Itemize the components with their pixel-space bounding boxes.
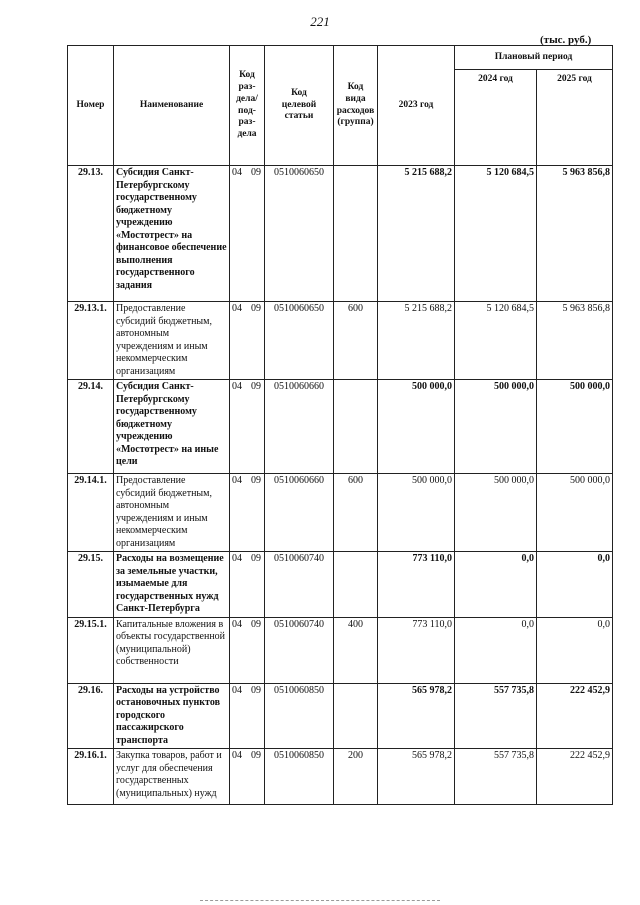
subsection-code: 09 — [251, 553, 261, 564]
value-2023: 565 978,2 — [378, 749, 455, 805]
value-2025: 222 452,9 — [537, 683, 613, 749]
value-2024: 557 735,8 — [455, 683, 537, 749]
row-name: Закупка товаров, работ и услуг для обеспечения государственных (муниципальных) нужд — [114, 749, 230, 805]
header-year-2024: 2024 год — [455, 70, 537, 166]
section-code: 04 — [232, 618, 242, 630]
header-year-2025: 2025 год — [537, 70, 613, 166]
section-code: 04 — [232, 553, 242, 564]
section-code: 04 — [232, 750, 242, 761]
value-2025: 0,0 — [537, 552, 613, 618]
table-row — [68, 166, 613, 302]
expense-type-code: 600 — [334, 474, 378, 552]
units-label: (тыс. руб.) — [540, 34, 592, 46]
table-row — [68, 683, 613, 749]
row-name: Субсидия Санкт-Петербургскому государственному бюджетному учреждению «Мостотрест» на финансовое обеспечение выполнения государственного задания — [114, 166, 230, 302]
row-name: Расходы на возмещение за земельные участки, изымаемые для государственных нужд Санкт-Петербурга — [114, 552, 230, 618]
table-row — [68, 380, 613, 474]
page-number: 221 — [310, 14, 330, 29]
target-code: 0510060660 — [265, 380, 334, 474]
section-code: 04 — [232, 684, 242, 696]
subsection-code: 09 — [251, 167, 261, 178]
subsection-code: 09 — [251, 684, 261, 696]
value-2023: 500 000,0 — [378, 380, 455, 474]
section-code: 04 — [232, 381, 242, 392]
row-name: Расходы на устройство остановочных пунктов городского пассажирского транспорта — [114, 683, 230, 749]
value-2024: 0,0 — [455, 552, 537, 618]
target-code: 0510060850 — [265, 683, 334, 749]
target-code: 0510060740 — [265, 617, 334, 683]
row-number: 29.15.1. — [68, 617, 114, 683]
target-code: 0510060850 — [265, 749, 334, 805]
value-2025: 500 000,0 — [537, 380, 613, 474]
header-expense-type-code: Код вида расходов (группа) — [334, 46, 378, 166]
section-code: 04 — [232, 167, 242, 178]
value-2023: 500 000,0 — [378, 474, 455, 552]
row-number: 29.14.1. — [68, 474, 114, 552]
value-2023: 5 215 688,2 — [378, 302, 455, 380]
header-planning-period: Плановый период — [455, 46, 613, 70]
target-code: 0510060650 — [265, 302, 334, 380]
section-code: 04 — [232, 475, 242, 486]
row-name: Предоставление субсидий бюджетным, автономным учреждениям и иным некоммерческим организациям — [114, 474, 230, 552]
value-2025: 222 452,9 — [537, 749, 613, 805]
target-code: 0510060660 — [265, 474, 334, 552]
value-2023: 773 110,0 — [378, 617, 455, 683]
value-2023: 565 978,2 — [378, 683, 455, 749]
row-number: 29.14. — [68, 380, 114, 474]
row-name: Субсидия Санкт-Петербургскому государственному бюджетному учреждению «Мостотрест» на иные цели — [114, 380, 230, 474]
expense-type-code: 400 — [334, 617, 378, 683]
subsection-code: 09 — [251, 303, 261, 314]
value-2024: 0,0 — [455, 617, 537, 683]
target-code: 0510060650 — [265, 166, 334, 302]
footer-divider — [200, 900, 440, 901]
budget-table — [67, 45, 613, 805]
value-2025: 5 963 856,8 — [537, 166, 613, 302]
value-2023: 5 215 688,2 — [378, 166, 455, 302]
subsection-code: 09 — [251, 750, 261, 761]
subsection-code: 09 — [251, 381, 261, 392]
value-2024: 500 000,0 — [455, 380, 537, 474]
value-2024: 5 120 684,5 — [455, 302, 537, 380]
value-2025: 5 963 856,8 — [537, 302, 613, 380]
row-name: Капитальные вложения в объекты государственной (муниципальной) собственности — [114, 617, 230, 683]
header-number: Номер — [68, 46, 114, 166]
value-2025: 500 000,0 — [537, 474, 613, 552]
row-number: 29.15. — [68, 552, 114, 618]
row-number: 29.13.1. — [68, 302, 114, 380]
header-section-code: Код раз- дела/ под- раз- дела — [230, 46, 265, 166]
header-target-code: Код целевой статьи — [265, 46, 334, 166]
row-number: 29.16.1. — [68, 749, 114, 805]
header-year-2023: 2023 год — [378, 46, 455, 166]
value-2024: 500 000,0 — [455, 474, 537, 552]
expense-type-code — [334, 683, 378, 749]
value-2023: 773 110,0 — [378, 552, 455, 618]
subsection-code: 09 — [251, 475, 261, 486]
value-2024: 557 735,8 — [455, 749, 537, 805]
target-code: 0510060740 — [265, 552, 334, 618]
table-row — [68, 617, 613, 683]
expense-type-code — [334, 552, 378, 618]
table-row — [68, 749, 613, 805]
row-number: 29.16. — [68, 683, 114, 749]
subsection-code: 09 — [251, 618, 261, 630]
value-2024: 5 120 684,5 — [455, 166, 537, 302]
expense-type-code: 600 — [334, 302, 378, 380]
table-row — [68, 474, 613, 552]
table-row — [68, 552, 613, 618]
expense-type-code: 200 — [334, 749, 378, 805]
table-row — [68, 302, 613, 380]
value-2025: 0,0 — [537, 617, 613, 683]
expense-type-code — [334, 166, 378, 302]
row-number: 29.13. — [68, 166, 114, 302]
row-name: Предоставление субсидий бюджетным, автономным учреждениям и иным некоммерческим организациям — [114, 302, 230, 380]
section-code: 04 — [232, 303, 242, 314]
header-name: Наименование — [114, 46, 230, 166]
expense-type-code — [334, 380, 378, 474]
